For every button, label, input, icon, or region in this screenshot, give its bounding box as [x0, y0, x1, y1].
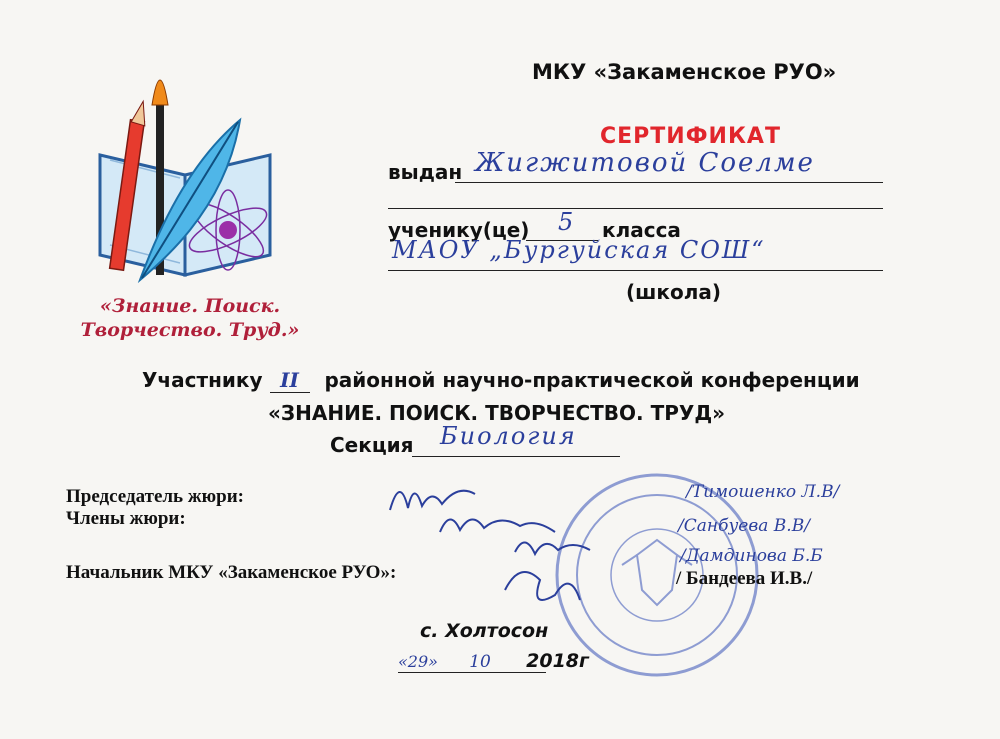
date-underline: [398, 672, 546, 673]
extra-underline: [388, 208, 883, 209]
school-label: (школа): [626, 280, 721, 304]
grade-value: 5: [558, 208, 576, 236]
student-label: ученику(це): [388, 218, 530, 242]
date-line: [398, 650, 589, 673]
participant-line: [142, 368, 860, 393]
recipient-underline: [455, 182, 883, 183]
section-value: Биология: [440, 422, 577, 450]
head-name: / Бандеева И.В./: [676, 568, 813, 589]
date-year: 2018г: [526, 650, 589, 672]
jury-member2-name: /Дамдинова Б.Б: [680, 546, 823, 566]
conference-name: «ЗНАНИЕ. ПОИСК. ТВОРЧЕСТВО. ТРУД»: [268, 401, 726, 425]
conference-text: районной научно-практической конференции: [324, 368, 860, 392]
jury-chair-name: /Тимошенко Л.В/: [686, 482, 840, 502]
participant-label: Участнику: [142, 368, 263, 392]
certificate-title: СЕРТИФИКАТ: [600, 124, 781, 149]
jury-member1-name: /Санбуева В.В/: [678, 516, 810, 536]
issued-to-label: выдан: [388, 160, 463, 184]
jury-chair-label: Председатель жюри:: [66, 486, 244, 507]
grade-label: класса: [602, 218, 681, 242]
jury-members-label: Члены жюри:: [66, 508, 186, 529]
date-day: «29»: [398, 652, 438, 671]
recipient-name: Жигжитовой Соелме: [475, 148, 815, 178]
school-underline: [388, 270, 883, 271]
organization-name: МКУ «Закаменское РУО»: [532, 60, 837, 84]
signature-scribbles-icon: [380, 470, 600, 630]
logo: [80, 60, 300, 360]
place: с. Холтосон: [420, 620, 549, 642]
date-month: 10: [469, 652, 491, 672]
section-underline: [412, 456, 620, 457]
logo-caption-line1: «Знание. Поиск.: [99, 295, 281, 317]
logo-caption: [80, 294, 300, 342]
school-name: МАОУ „Бургуйская СОШ“: [392, 236, 766, 264]
logo-emblem-icon: [80, 60, 300, 300]
participant-roman: II: [270, 368, 310, 393]
section-label: Секция: [330, 433, 414, 457]
head-label: Начальник МКУ «Закаменское РУО»:: [66, 562, 397, 583]
logo-caption-line2: Творчество. Труд.»: [80, 319, 300, 341]
